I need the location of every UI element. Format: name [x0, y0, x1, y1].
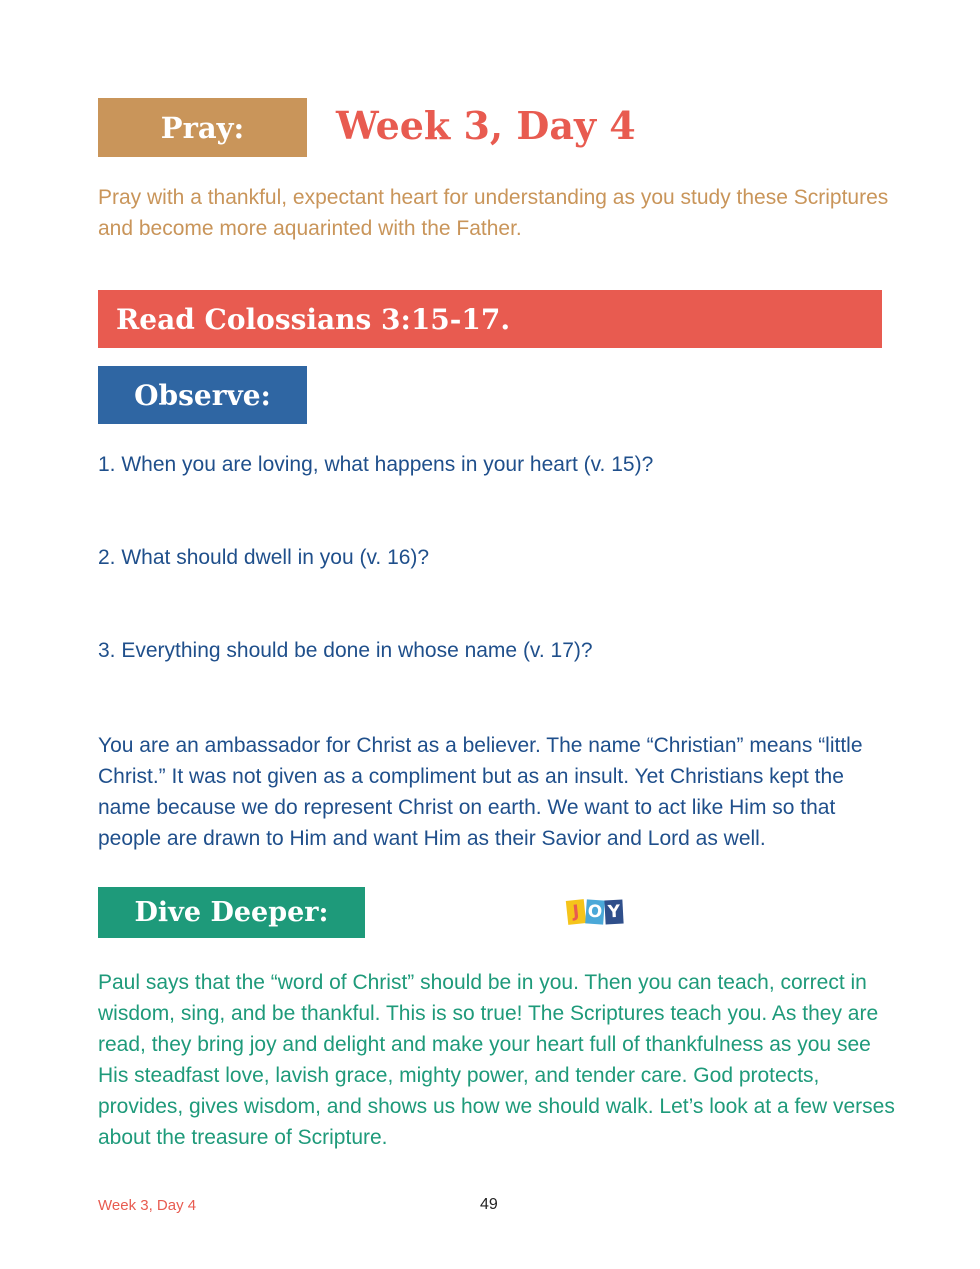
dive-deeper-paragraph: Paul says that the “word of Christ” should be in you. Then you can teach, correct in wisdom, sing, and be thankful. This is so true! The Scriptures teach you. As they are read, they bring joy and delight and make your heart full of thankfulness as you see His steadfast love, lavish grace, mighty power, and tender care. God protects, provides, gives wisdom, and shows us how we should walk. Let’s look at a few verses about the treasure of Scripture. — [98, 971, 895, 1149]
joy-badge — [567, 900, 623, 924]
pray-label: Pray: — [98, 98, 307, 157]
joy-letter-o: O — [585, 899, 605, 924]
joy-letter-y: Y — [604, 900, 623, 925]
observe-paragraph: You are an ambassador for Christ as a believer. The name “Christian” means “little Christ.” It was not given as a compliment but as an insult. Yet Christians kept the name because we do represent Christ on earth. We want to act like Him so that people are drawn to Him and want Him as their Savior and Lord as well. — [98, 734, 863, 850]
question-3: 3. Everything should be done in whose name (v. 17)? — [98, 639, 593, 662]
page-number: 49 — [480, 1196, 498, 1213]
joy-letter-j: J — [566, 899, 586, 925]
question-1: 1. When you are loving, what happens in your heart (v. 15)? — [98, 453, 654, 476]
question-2: 2. What should dwell in you (v. 16)? — [98, 546, 430, 569]
dive-deeper-label: Dive Deeper: — [98, 887, 365, 938]
footer-label: Week 3, Day 4 — [98, 1197, 197, 1214]
pray-instruction: Pray with a thankful, expectant heart for understanding as you study these Scriptures and become more aquarinted with the Father. — [98, 186, 889, 240]
read-scripture-banner: Read Colossians 3:15-17. — [98, 290, 882, 348]
page-title: Week 3, Day 4 — [336, 103, 636, 148]
observe-label: Observe: — [98, 366, 307, 424]
